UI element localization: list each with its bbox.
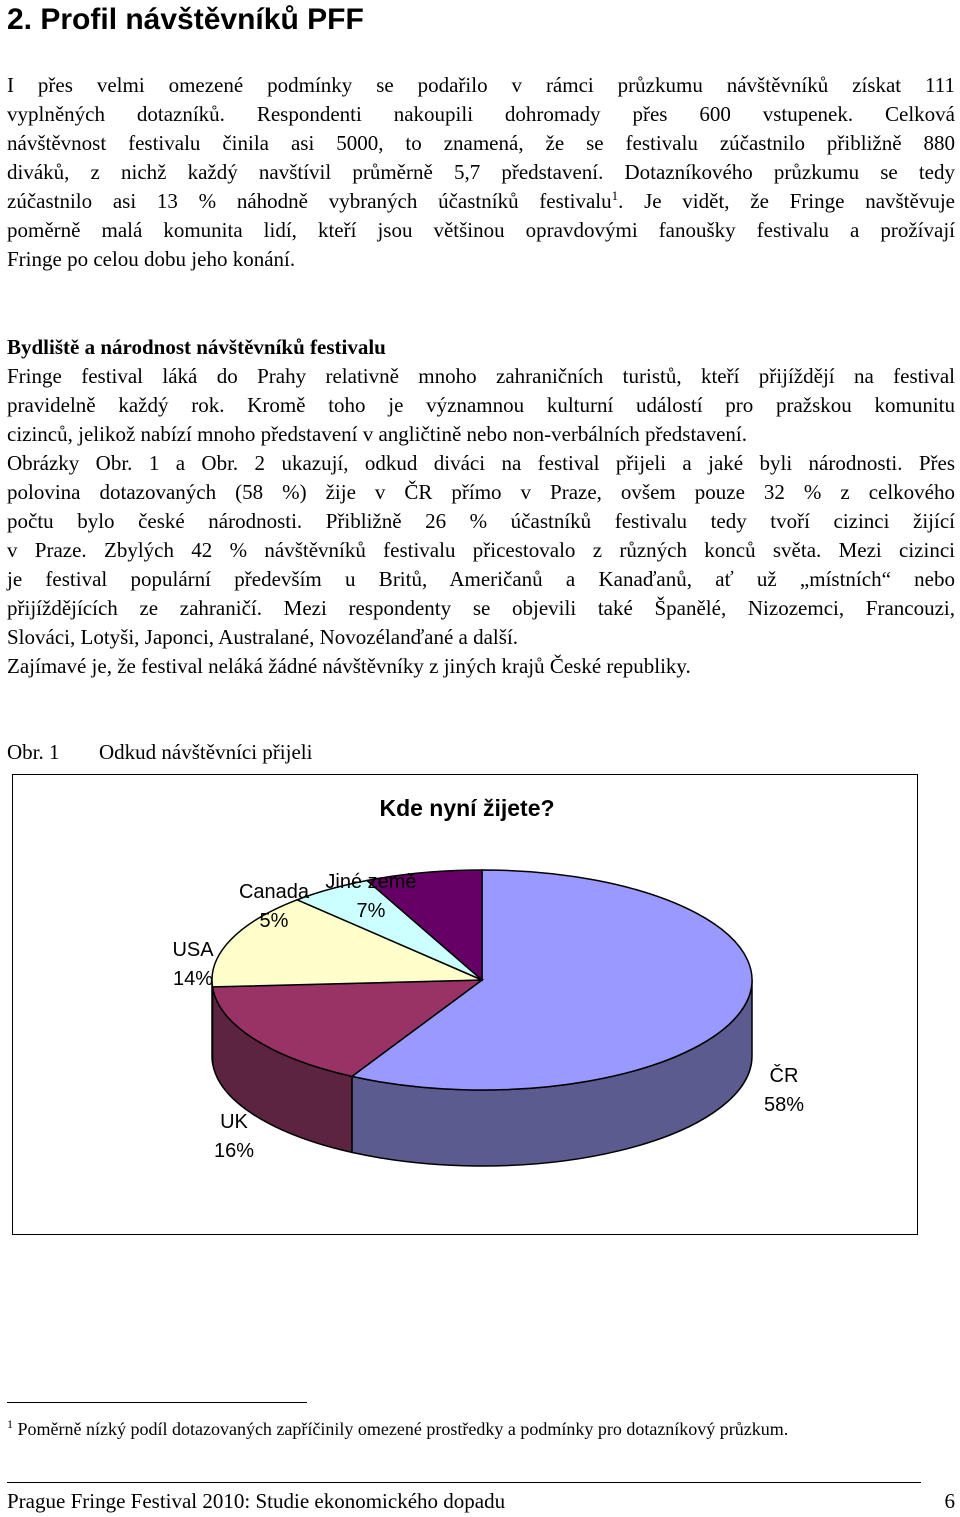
subsection-title: Bydliště a národnost návštěvníků festivalu bbox=[7, 335, 386, 359]
text-line: Fringe po celou dobu jeho konání. bbox=[7, 247, 296, 271]
text-line: Slováci, Lotyši, Japonci, Australané, Novozélanďané a další. bbox=[7, 625, 519, 649]
text-line: vyplněných dotazníků. Respondenti nakoupili dohromady přes 600 vstupenek. Celková bbox=[7, 102, 955, 126]
intro-paragraph bbox=[7, 71, 955, 274]
residence-paragraph bbox=[7, 362, 955, 681]
pie-chart bbox=[12, 774, 918, 1235]
footnote-mark: 1 bbox=[7, 1417, 13, 1431]
footnote-text: Poměrně nízký podíl dotazovaných zapříčinily omezené prostředky a podmínky pro dotazníkový průzkum. bbox=[17, 1419, 789, 1439]
figure-number: Obr. 1 bbox=[7, 740, 60, 764]
text-segment: zúčastnilo asi 13 % náhodně vybraných účastníků festivalu bbox=[7, 189, 612, 213]
pie-label-value-0: 58% bbox=[763, 1094, 805, 1116]
pie-tops bbox=[212, 870, 752, 1090]
text-line: Obrázky Obr. 1 a Obr. 2 ukazují, odkud diváci na festival přijeli a jaké byli národnosti. Přes bbox=[7, 451, 955, 475]
text-line: poměrně malá komunita lidí, kteří jsou většinou opravdovými fanoušky festivalu a prožívají bbox=[7, 218, 955, 242]
section-heading: 2. Profil návštěvníků PFF bbox=[7, 3, 364, 36]
pie-label-name-3: Canada bbox=[238, 881, 310, 903]
text-line: přijíždějících ze zahraničí. Mezi respondenty se objevili také Španělé, Nizozemci, Francouzi, bbox=[7, 596, 955, 620]
text-line: návštěvnost festivalu činila asi 5000, to znamená, že se festivalu zúčastnilo přibližně 880 bbox=[7, 131, 955, 155]
pie-label-name-4: Jiné země bbox=[325, 871, 417, 893]
footnote bbox=[7, 1416, 788, 1442]
text-line: diváků, z nichž každý navštívil průměrně 5,7 představení. Dotazníkového průzkumu se tedy bbox=[7, 160, 955, 184]
text-line bbox=[7, 187, 955, 216]
footnote-rule bbox=[7, 1402, 307, 1403]
text-segment: . Je vidět, že Fringe navštěvuje bbox=[618, 189, 955, 213]
text-line: cizinců, jelikož nabízí mnoho představení v angličtině nebo non-verbálních představení. bbox=[7, 422, 748, 446]
text-line: polovina dotazovaných (58 %) žije v ČR přímo v Praze, ovšem pouze 32 % z celkového bbox=[7, 480, 955, 504]
footnote-ref: 1 bbox=[611, 188, 619, 203]
pie-label-value-4: 7% bbox=[356, 900, 386, 922]
footer-rule bbox=[7, 1482, 921, 1483]
pie-label-value-2: 14% bbox=[172, 968, 214, 990]
text-line: počtu bylo české národnosti. Přibližně 26 % účastníků festivalu tedy tvoří cizinci žijící bbox=[7, 509, 955, 533]
text-line: Fringe festival láká do Prahy relativně mnoho zahraničních turistů, kteří přijíždějí na festival bbox=[7, 364, 955, 388]
pie-label-value-1: 16% bbox=[213, 1140, 255, 1162]
text-line: v Praze. Zbylých 42 % návštěvníků festivalu přicestovalo z různých konců světa. Mezi cizinci bbox=[7, 538, 955, 562]
text-line: pravidelně každý rok. Kromě toho je významnou kulturní událostí pro pražskou komunitu bbox=[7, 393, 955, 417]
text-line: je festival populární především u Britů, Američanů a Kanaďanů, ať už „místních“ nebo bbox=[7, 567, 955, 591]
text-line: I přes velmi omezené podmínky se podařilo v rámci průzkumu návštěvníků získat 111 bbox=[7, 73, 955, 97]
figure-caption: Odkud návštěvníci přijeli bbox=[99, 740, 313, 764]
page-number: 6 bbox=[944, 1489, 955, 1513]
pie-side-2 bbox=[212, 980, 213, 1063]
text-line: Zajímavé je, že festival neláká žádné návštěvníky z jiných krajů České republiky. bbox=[7, 654, 691, 678]
pie-label-name-2: USA bbox=[172, 939, 214, 961]
pie-label-name-1: UK bbox=[220, 1111, 248, 1133]
pie-label-name-0: ČR bbox=[769, 1065, 799, 1087]
footer-title: Prague Fringe Festival 2010: Studie ekonomického dopadu bbox=[7, 1489, 506, 1513]
pie-label-value-3: 5% bbox=[259, 910, 289, 932]
chart-title: Kde nyní žijete? bbox=[379, 795, 555, 821]
